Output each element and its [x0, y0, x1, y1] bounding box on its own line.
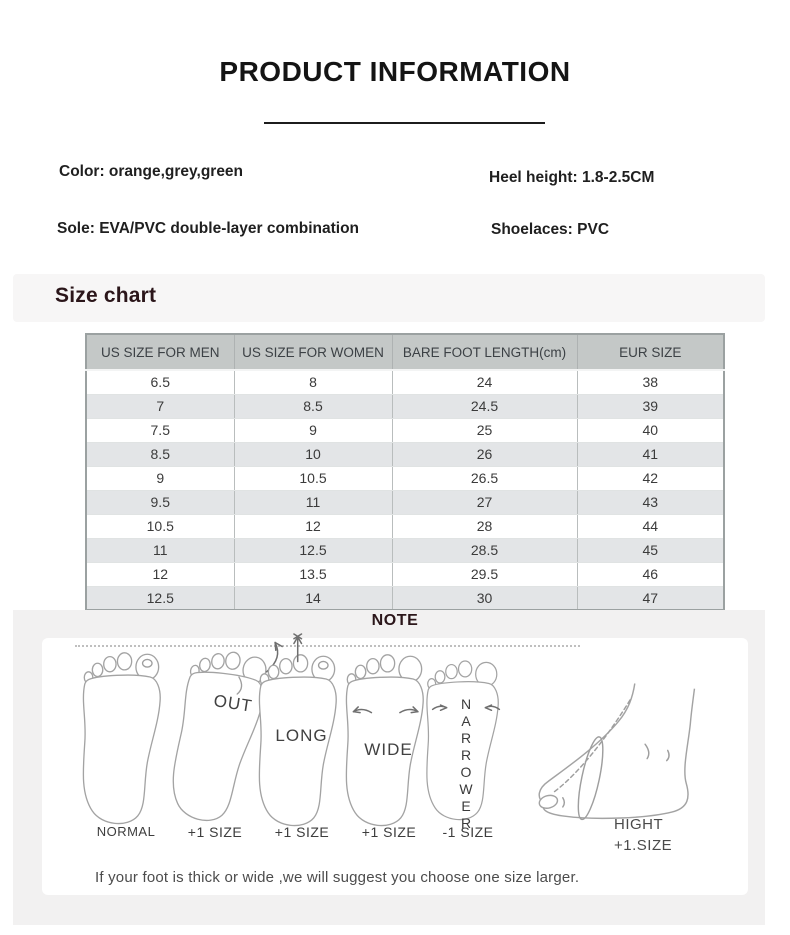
table-cell: 10.5	[234, 466, 392, 490]
foot-diagram-narrower	[422, 654, 510, 834]
table-cell: 26.5	[392, 466, 577, 490]
column-header-us-women: US SIZE FOR WOMEN	[234, 334, 392, 370]
table-cell: 44	[577, 514, 724, 538]
table-cell: 38	[577, 370, 724, 394]
table-row	[86, 418, 724, 442]
size-label-long: +1 SIZE	[274, 824, 330, 840]
foot-top-view-icon	[78, 650, 173, 830]
table-row	[86, 442, 724, 466]
toe-alignment-dotted-line	[75, 645, 580, 647]
table-row	[86, 394, 724, 418]
table-cell: 28	[392, 514, 577, 538]
table-cell: 45	[577, 538, 724, 562]
size-chart-heading: Size chart	[55, 284, 157, 307]
table-cell: 24	[392, 370, 577, 394]
table-cell: 24.5	[392, 394, 577, 418]
table-cell: 13.5	[234, 562, 392, 586]
size-advice-caption: If your foot is thick or wide ,we will suggest you choose one size larger.	[95, 869, 580, 886]
table-cell: 25	[392, 418, 577, 442]
table-cell: 10.5	[86, 514, 234, 538]
foot-diagram-long	[254, 652, 349, 832]
foot-diagram-normal	[78, 650, 173, 830]
hight-label-line2: +1.SIZE	[614, 837, 673, 854]
column-header-foot-length: BARE FOOT LENGTH(cm)	[392, 334, 577, 370]
table-cell: 9.5	[86, 490, 234, 514]
table-cell: 9	[86, 466, 234, 490]
foot-label-out: OUT	[212, 691, 254, 716]
table-cell: 42	[577, 466, 724, 490]
foot-side-view-icon	[534, 682, 714, 827]
table-cell: 41	[577, 442, 724, 466]
table-cell: 14	[234, 586, 392, 610]
page-title: PRODUCT INFORMATION	[219, 56, 571, 87]
table-row	[86, 490, 724, 514]
table-cell: 28.5	[392, 538, 577, 562]
foot-diagram-hight	[534, 682, 714, 827]
table-cell: 8.5	[86, 442, 234, 466]
table-cell: 12	[86, 562, 234, 586]
table-cell: 11	[234, 490, 392, 514]
size-label-normal: NORMAL	[96, 824, 156, 839]
table-cell: 9	[234, 418, 392, 442]
table-row	[86, 538, 724, 562]
table-row	[86, 370, 724, 394]
table-cell: 30	[392, 586, 577, 610]
table-cell: 7	[86, 394, 234, 418]
table-cell: 12.5	[234, 538, 392, 562]
table-cell: 26	[392, 442, 577, 466]
spec-sole: Sole: EVA/PVC double-layer combination	[57, 220, 360, 237]
table-cell: 8.5	[234, 394, 392, 418]
size-label-wide: +1 SIZE	[361, 824, 417, 840]
table-header-row	[86, 334, 724, 370]
table-cell: 12.5	[86, 586, 234, 610]
table-cell: 47	[577, 586, 724, 610]
column-header-us-men: US SIZE FOR MEN	[86, 334, 234, 370]
size-chart-table	[85, 333, 725, 611]
feet-diagram-panel	[42, 638, 748, 895]
table-row	[86, 514, 724, 538]
table-cell: 8	[234, 370, 392, 394]
table-cell: 10	[234, 442, 392, 466]
foot-label-narrower: NARROWER	[458, 696, 474, 832]
spec-heel-height: Heel height: 1.8-2.5CM	[489, 169, 655, 186]
table-cell: 43	[577, 490, 724, 514]
table-row	[86, 466, 724, 490]
table-cell: 29.5	[392, 562, 577, 586]
table-row	[86, 562, 724, 586]
table-cell: 6.5	[86, 370, 234, 394]
table-cell: 12	[234, 514, 392, 538]
hight-label-line1: HIGHT	[614, 816, 664, 833]
table-cell: 46	[577, 562, 724, 586]
size-chart-table-head	[86, 334, 724, 370]
size-chart-table-body	[86, 370, 724, 610]
spec-color: Color: orange,grey,green	[59, 163, 244, 180]
size-label-out: +1 SIZE	[187, 824, 243, 840]
foot-label-wide: WIDE	[364, 740, 413, 759]
foot-label-long: LONG	[275, 726, 328, 745]
column-header-eur-size: EUR SIZE	[577, 334, 724, 370]
note-heading: NOTE	[371, 612, 419, 629]
table-row	[86, 586, 724, 610]
table-cell: 39	[577, 394, 724, 418]
size-label-narrower: -1 SIZE	[442, 824, 494, 840]
spec-shoelaces: Shoelaces: PVC	[491, 221, 610, 238]
title-underline	[264, 122, 545, 124]
table-cell: 40	[577, 418, 724, 442]
table-cell: 27	[392, 490, 577, 514]
size-label-hight	[614, 814, 672, 856]
table-cell: 7.5	[86, 418, 234, 442]
table-cell: 11	[86, 538, 234, 562]
